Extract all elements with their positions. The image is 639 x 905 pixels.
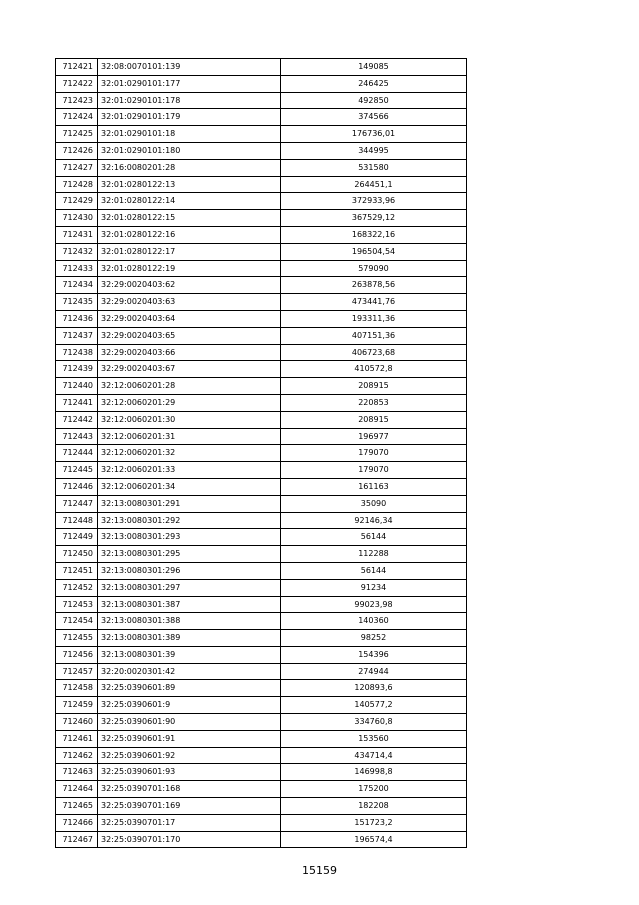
table-row	[56, 646, 467, 663]
table-row	[56, 512, 467, 529]
page-number: 15159	[302, 864, 337, 877]
value-cell: 264451,1	[281, 176, 467, 193]
table-row	[56, 193, 467, 210]
cadastral-number-cell: 32:01:0290101:178	[98, 92, 281, 109]
records-table-body	[56, 59, 467, 848]
record-id-cell: 712458	[56, 680, 98, 697]
table-row	[56, 764, 467, 781]
table-row	[56, 176, 467, 193]
cadastral-number-cell: 32:01:0280122:15	[98, 210, 281, 227]
record-id-cell: 712439	[56, 361, 98, 378]
cadastral-number-cell: 32:01:0280122:13	[98, 176, 281, 193]
record-id-cell: 712423	[56, 92, 98, 109]
cadastral-number-cell: 32:01:0280122:14	[98, 193, 281, 210]
cadastral-number-cell: 32:29:0020403:66	[98, 344, 281, 361]
cadastral-number-cell: 32:01:0290101:180	[98, 142, 281, 159]
record-id-cell: 712466	[56, 814, 98, 831]
record-id-cell: 712421	[56, 59, 98, 76]
value-cell: 579090	[281, 260, 467, 277]
record-id-cell: 712436	[56, 310, 98, 327]
cadastral-number-cell: 32:13:0080301:388	[98, 613, 281, 630]
table-row	[56, 126, 467, 143]
record-id-cell: 712438	[56, 344, 98, 361]
table-row	[56, 378, 467, 395]
table-row	[56, 478, 467, 495]
table-row	[56, 462, 467, 479]
record-id-cell: 712437	[56, 327, 98, 344]
record-id-cell: 712456	[56, 646, 98, 663]
table-row	[56, 394, 467, 411]
record-id-cell: 712428	[56, 176, 98, 193]
cadastral-number-cell: 32:13:0080301:291	[98, 495, 281, 512]
cadastral-number-cell: 32:25:0390601:9	[98, 697, 281, 714]
value-cell: 196574,4	[281, 831, 467, 848]
table-row	[56, 159, 467, 176]
cadastral-number-cell: 32:13:0080301:292	[98, 512, 281, 529]
cadastral-number-cell: 32:13:0080301:296	[98, 562, 281, 579]
value-cell: 179070	[281, 462, 467, 479]
table-row	[56, 260, 467, 277]
table-row	[56, 361, 467, 378]
table-row	[56, 529, 467, 546]
cadastral-number-cell: 32:01:0280122:16	[98, 226, 281, 243]
value-cell: 175200	[281, 781, 467, 798]
cadastral-number-cell: 32:16:0080201:28	[98, 159, 281, 176]
record-id-cell: 712467	[56, 831, 98, 848]
cadastral-number-cell: 32:12:0060201:31	[98, 428, 281, 445]
cadastral-number-cell: 32:29:0020403:62	[98, 277, 281, 294]
cadastral-number-cell: 32:25:0390601:93	[98, 764, 281, 781]
table-row	[56, 75, 467, 92]
value-cell: 208915	[281, 411, 467, 428]
cadastral-number-cell: 32:12:0060201:30	[98, 411, 281, 428]
table-row	[56, 445, 467, 462]
value-cell: 99023,98	[281, 596, 467, 613]
record-id-cell: 712454	[56, 613, 98, 630]
record-id-cell: 712449	[56, 529, 98, 546]
record-id-cell: 712446	[56, 478, 98, 495]
record-id-cell: 712448	[56, 512, 98, 529]
cadastral-number-cell: 32:13:0080301:293	[98, 529, 281, 546]
value-cell: 434714,4	[281, 747, 467, 764]
value-cell: 274944	[281, 663, 467, 680]
value-cell: 149085	[281, 59, 467, 76]
value-cell: 473441,76	[281, 294, 467, 311]
value-cell: 146998,8	[281, 764, 467, 781]
value-cell: 410572,8	[281, 361, 467, 378]
cadastral-number-cell: 32:01:0280122:19	[98, 260, 281, 277]
cadastral-number-cell: 32:13:0080301:39	[98, 646, 281, 663]
value-cell: 531580	[281, 159, 467, 176]
record-id-cell: 712434	[56, 277, 98, 294]
record-id-cell: 712462	[56, 747, 98, 764]
value-cell: 154396	[281, 646, 467, 663]
value-cell: 151723,2	[281, 814, 467, 831]
cadastral-number-cell: 32:29:0020403:65	[98, 327, 281, 344]
record-id-cell: 712447	[56, 495, 98, 512]
table-row	[56, 730, 467, 747]
value-cell: 179070	[281, 445, 467, 462]
table-row	[56, 142, 467, 159]
cadastral-number-cell: 32:25:0390701:17	[98, 814, 281, 831]
value-cell: 407151,36	[281, 327, 467, 344]
table-row	[56, 831, 467, 848]
cadastral-number-cell: 32:01:0290101:179	[98, 109, 281, 126]
table-row	[56, 92, 467, 109]
record-id-cell: 712450	[56, 546, 98, 563]
record-id-cell: 712444	[56, 445, 98, 462]
table-row	[56, 59, 467, 76]
record-id-cell: 712465	[56, 798, 98, 815]
cadastral-number-cell: 32:13:0080301:297	[98, 579, 281, 596]
record-id-cell: 712460	[56, 714, 98, 731]
value-cell: 246425	[281, 75, 467, 92]
record-id-cell: 712427	[56, 159, 98, 176]
cadastral-number-cell: 32:25:0390601:89	[98, 680, 281, 697]
table-row	[56, 680, 467, 697]
value-cell: 56144	[281, 529, 467, 546]
record-id-cell: 712430	[56, 210, 98, 227]
value-cell: 220853	[281, 394, 467, 411]
value-cell: 153560	[281, 730, 467, 747]
table-row	[56, 781, 467, 798]
table-row	[56, 613, 467, 630]
value-cell: 263878,56	[281, 277, 467, 294]
table-row	[56, 294, 467, 311]
value-cell: 98252	[281, 630, 467, 647]
record-id-cell: 712461	[56, 730, 98, 747]
table-row	[56, 747, 467, 764]
cadastral-number-cell: 32:01:0290101:177	[98, 75, 281, 92]
record-id-cell: 712440	[56, 378, 98, 395]
record-id-cell: 712441	[56, 394, 98, 411]
table-row	[56, 798, 467, 815]
cadastral-number-cell: 32:12:0060201:34	[98, 478, 281, 495]
cadastral-number-cell: 32:25:0390701:168	[98, 781, 281, 798]
cadastral-number-cell: 32:25:0390701:169	[98, 798, 281, 815]
value-cell: 193311,36	[281, 310, 467, 327]
cadastral-number-cell: 32:01:0280122:17	[98, 243, 281, 260]
record-id-cell: 712452	[56, 579, 98, 596]
record-id-cell: 712455	[56, 630, 98, 647]
table-row	[56, 226, 467, 243]
table-row	[56, 277, 467, 294]
cadastral-number-cell: 32:01:0290101:18	[98, 126, 281, 143]
record-id-cell: 712464	[56, 781, 98, 798]
value-cell: 334760,8	[281, 714, 467, 731]
value-cell: 196504,54	[281, 243, 467, 260]
value-cell: 92146,34	[281, 512, 467, 529]
value-cell: 140577,2	[281, 697, 467, 714]
cadastral-number-cell: 32:25:0390601:90	[98, 714, 281, 731]
table-row	[56, 562, 467, 579]
value-cell: 196977	[281, 428, 467, 445]
value-cell: 56144	[281, 562, 467, 579]
table-row	[56, 495, 467, 512]
cadastral-number-cell: 32:25:0390701:170	[98, 831, 281, 848]
table-row	[56, 714, 467, 731]
value-cell: 372933,96	[281, 193, 467, 210]
table-row	[56, 411, 467, 428]
table-row	[56, 579, 467, 596]
value-cell: 168322,16	[281, 226, 467, 243]
table-row	[56, 210, 467, 227]
records-table	[55, 58, 467, 848]
cadastral-number-cell: 32:13:0080301:387	[98, 596, 281, 613]
cadastral-number-cell: 32:29:0020403:63	[98, 294, 281, 311]
cadastral-number-cell: 32:29:0020403:64	[98, 310, 281, 327]
table-row	[56, 344, 467, 361]
cadastral-number-cell: 32:13:0080301:389	[98, 630, 281, 647]
record-id-cell: 712422	[56, 75, 98, 92]
table-row	[56, 697, 467, 714]
cadastral-number-cell: 32:13:0080301:295	[98, 546, 281, 563]
value-cell: 120893,6	[281, 680, 467, 697]
record-id-cell: 712443	[56, 428, 98, 445]
table-row	[56, 596, 467, 613]
record-id-cell: 712426	[56, 142, 98, 159]
cadastral-number-cell: 32:25:0390601:92	[98, 747, 281, 764]
value-cell: 208915	[281, 378, 467, 395]
table-row	[56, 243, 467, 260]
cadastral-number-cell: 32:29:0020403:67	[98, 361, 281, 378]
value-cell: 344995	[281, 142, 467, 159]
value-cell: 140360	[281, 613, 467, 630]
record-id-cell: 712424	[56, 109, 98, 126]
value-cell: 374566	[281, 109, 467, 126]
record-id-cell: 712425	[56, 126, 98, 143]
record-id-cell: 712435	[56, 294, 98, 311]
table-row	[56, 310, 467, 327]
table-row	[56, 109, 467, 126]
record-id-cell: 712431	[56, 226, 98, 243]
record-id-cell: 712445	[56, 462, 98, 479]
record-id-cell: 712442	[56, 411, 98, 428]
value-cell: 176736,01	[281, 126, 467, 143]
record-id-cell: 712457	[56, 663, 98, 680]
record-id-cell: 712453	[56, 596, 98, 613]
value-cell: 492850	[281, 92, 467, 109]
value-cell: 161163	[281, 478, 467, 495]
table-row	[56, 428, 467, 445]
table-row	[56, 327, 467, 344]
value-cell: 35090	[281, 495, 467, 512]
record-id-cell: 712429	[56, 193, 98, 210]
record-id-cell: 712433	[56, 260, 98, 277]
value-cell: 112288	[281, 546, 467, 563]
record-id-cell: 712451	[56, 562, 98, 579]
record-id-cell: 712459	[56, 697, 98, 714]
cadastral-number-cell: 32:20:0020301:42	[98, 663, 281, 680]
table-row	[56, 814, 467, 831]
cadastral-number-cell: 32:12:0060201:29	[98, 394, 281, 411]
value-cell: 406723,68	[281, 344, 467, 361]
record-id-cell: 712432	[56, 243, 98, 260]
cadastral-number-cell: 32:25:0390601:91	[98, 730, 281, 747]
value-cell: 367529,12	[281, 210, 467, 227]
value-cell: 182208	[281, 798, 467, 815]
value-cell: 91234	[281, 579, 467, 596]
table-row	[56, 663, 467, 680]
cadastral-number-cell: 32:12:0060201:28	[98, 378, 281, 395]
cadastral-number-cell: 32:08:0070101:139	[98, 59, 281, 76]
record-id-cell: 712463	[56, 764, 98, 781]
cadastral-number-cell: 32:12:0060201:32	[98, 445, 281, 462]
table-row	[56, 630, 467, 647]
cadastral-number-cell: 32:12:0060201:33	[98, 462, 281, 479]
table-row	[56, 546, 467, 563]
